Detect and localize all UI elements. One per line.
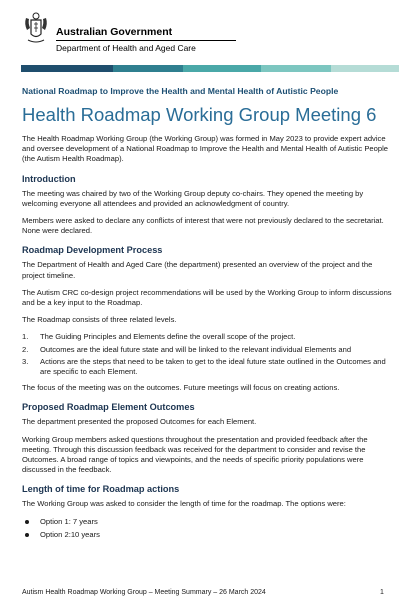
outcomes-heading: Proposed Roadmap Element Outcomes — [22, 402, 195, 413]
list-item — [22, 332, 392, 342]
color-band-segment — [113, 65, 183, 72]
government-name: Australian Government — [56, 26, 173, 38]
options-list — [22, 517, 392, 540]
list-item — [22, 345, 392, 355]
paragraph: Members were asked to declare any conflicts of interest that were not previously declared to the secretariat. None were declared. — [22, 216, 384, 236]
color-band-segment — [261, 65, 331, 72]
development-heading: Roadmap Development Process — [22, 245, 163, 256]
coat-of-arms-icon — [22, 10, 50, 50]
paragraph: The Roadmap consists of three related levels. — [22, 315, 177, 325]
list-item-text: Option 1: 7 years — [40, 516, 98, 526]
document-body — [22, 134, 392, 543]
color-band-segment — [331, 65, 399, 72]
page-header — [22, 10, 382, 58]
paragraph: The department presented the proposed Outcomes for each Element. — [22, 417, 257, 427]
list-item — [22, 530, 392, 540]
header-rule — [56, 40, 236, 41]
color-band — [21, 65, 399, 72]
list-item-text: The Guiding Principles and Elements define the overall scope of the project. — [40, 332, 296, 342]
paragraph: The Autism CRC co-design project recommendations will be used by the Working Group to inform discussions and be a key input to the Roadmap. — [22, 287, 392, 308]
introduction-heading: Introduction — [22, 173, 76, 184]
list-item-text: Option 2:10 years — [40, 529, 100, 539]
list-number: 2. — [22, 344, 29, 354]
page-title: Health Roadmap Working Group Meeting 6 — [22, 104, 377, 125]
length-heading: Length of time for Roadmap actions — [22, 484, 180, 495]
page-number: 1 — [380, 589, 384, 596]
color-band-segment — [183, 65, 261, 72]
paragraph: Working Group members asked questions throughout the presentation and provided feedback after the meeting. Through this discussion feedback was received for the department to consider and revise the Outcomes. A broad range of topics and viewpoints, and the needs of specific priority populations were discussed in the feedback. — [22, 434, 368, 475]
paragraph: The focus of the meeting was on the outcomes. Future meetings will focus on creating actions. — [22, 383, 340, 393]
levels-list — [22, 332, 392, 377]
paragraph: The Department of Health and Aged Care (the department) presented an overview of the project and the project timeline. — [22, 260, 373, 280]
intro-paragraph: The Health Roadmap Working Group (the Working Group) was formed in May 2023 to provide expert advice and oversee development of a National Roadmap to Improve the Health and Mental Health of Autistic People (the Autism Health Roadmap). — [22, 134, 388, 164]
list-item-text: Outcomes are the ideal future state and will be linked to the relevant individual Elements and — [40, 344, 352, 354]
paragraph: The Working Group was asked to consider the length of time for the roadmap. The options were: — [22, 499, 346, 509]
footer-text: Autism Health Roadmap Working Group – Meeting Summary – 26 March 2024 — [22, 589, 266, 596]
series-title: National Roadmap to Improve the Health and Mental Health of Autistic People — [22, 86, 339, 96]
bullet-icon — [25, 533, 29, 537]
list-item — [22, 357, 392, 377]
bullet-icon — [25, 520, 29, 524]
list-number: 1. — [22, 332, 29, 342]
list-item — [22, 517, 392, 527]
paragraph: The meeting was chaired by two of the Working Group deputy co-chairs. They opened the meeting by welcoming everyone all attendees and provided an acknowledgment of country. — [22, 188, 364, 208]
list-number: 3. — [22, 356, 29, 366]
color-band-segment — [21, 65, 113, 72]
department-name: Department of Health and Aged Care — [56, 43, 196, 53]
list-item-text: Actions are the steps that need to be taken to get to the ideal future state outlined in the Outcomes and are specific to each Element. — [40, 356, 386, 377]
